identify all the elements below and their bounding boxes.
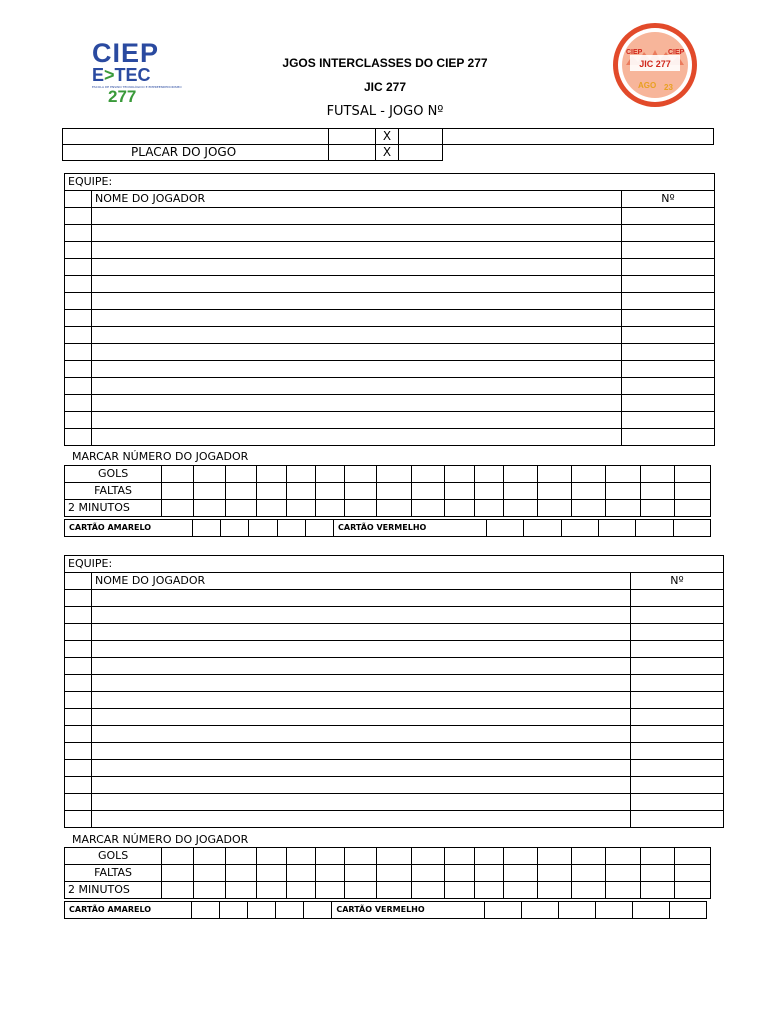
stats-number-cell[interactable]: [606, 500, 640, 517]
player-row: [65, 607, 724, 624]
ciep-etec-logo: [86, 38, 182, 106]
stats-number-cell[interactable]: [315, 882, 344, 899]
player-row: [65, 310, 715, 327]
player-name-cell[interactable]: [92, 378, 622, 395]
stats-number-cell[interactable]: [606, 466, 640, 483]
player-index-cell[interactable]: [65, 794, 92, 811]
score-vs: X: [376, 129, 399, 145]
player-number-cell[interactable]: [631, 777, 724, 794]
stats-number-cell[interactable]: [445, 500, 474, 517]
player-row: [65, 624, 724, 641]
red-card-label: CARTÃO VERMELHO: [332, 902, 484, 919]
stats-number-cell[interactable]: [225, 483, 256, 500]
stats-number-cell[interactable]: [225, 500, 256, 517]
stats-number-cell[interactable]: [640, 865, 674, 882]
player-name-cell[interactable]: [92, 293, 622, 310]
player-index-cell[interactable]: [65, 726, 92, 743]
player-name-cell[interactable]: [92, 310, 622, 327]
team-2-stats-table: [64, 847, 711, 899]
card-number-cell[interactable]: [192, 902, 220, 919]
player-row: [65, 259, 715, 276]
team-2-cards-table: [64, 901, 707, 919]
card-number-cell[interactable]: [595, 902, 632, 919]
stats-number-cell[interactable]: [445, 848, 474, 865]
stats-number-cell[interactable]: [225, 466, 256, 483]
stats-number-cell[interactable]: [286, 483, 315, 500]
placar-label: PLACAR DO JOGO: [63, 145, 329, 161]
player-row: [65, 743, 724, 760]
player-row: [65, 658, 724, 675]
stats-number-cell[interactable]: [162, 466, 193, 483]
stats-number-cell[interactable]: [257, 882, 286, 899]
player-number-cell[interactable]: [622, 293, 715, 310]
stats-number-cell[interactable]: [257, 865, 286, 882]
player-row: [65, 811, 724, 828]
stats-number-cell[interactable]: [503, 466, 537, 483]
player-row: [65, 327, 715, 344]
player-row: [65, 208, 715, 225]
stats-number-cell[interactable]: [377, 882, 411, 899]
stats-number-cell[interactable]: [193, 500, 225, 517]
cards-row: [65, 520, 711, 537]
score-blank-right[interactable]: [443, 129, 714, 145]
player-name-cell[interactable]: [92, 361, 622, 378]
stats-number-cell[interactable]: [162, 483, 193, 500]
player-name-cell[interactable]: [92, 429, 622, 446]
stats-number-cell[interactable]: [377, 500, 411, 517]
stats-row: [65, 882, 711, 899]
document-subtitle: JIC 277: [363, 80, 407, 94]
stats-number-cell[interactable]: [225, 882, 256, 899]
stats-number-cell[interactable]: [162, 865, 193, 882]
player-number-cell[interactable]: [622, 259, 715, 276]
logo-ciep-text: CIEP: [92, 38, 160, 68]
stats-number-cell[interactable]: [345, 500, 377, 517]
stats-number-cell[interactable]: [474, 500, 503, 517]
player-index-cell[interactable]: [65, 361, 92, 378]
stats-number-cell[interactable]: [675, 848, 711, 865]
stats-number-cell[interactable]: [538, 865, 571, 882]
stats-number-cell[interactable]: [286, 848, 315, 865]
stats-number-cell[interactable]: [411, 500, 444, 517]
player-row: [65, 395, 715, 412]
stats-number-cell[interactable]: [162, 848, 193, 865]
player-name-cell[interactable]: [92, 624, 631, 641]
stats-number-cell[interactable]: [474, 466, 503, 483]
player-name-cell[interactable]: [92, 709, 631, 726]
stats-number-cell[interactable]: [538, 882, 571, 899]
player-number-cell[interactable]: [631, 641, 724, 658]
team-1-marcar-label: MARCAR NÚMERO DO JOGADOR: [72, 450, 249, 463]
stats-number-cell[interactable]: [640, 848, 674, 865]
stats-number-cell[interactable]: [571, 466, 605, 483]
stats-number-cell[interactable]: [315, 483, 344, 500]
player-index-cell[interactable]: [65, 208, 92, 225]
stats-number-cell[interactable]: [571, 882, 605, 899]
player-name-cell[interactable]: [92, 242, 622, 259]
stats-number-cell[interactable]: [538, 500, 571, 517]
stats-row-label: FALTAS: [65, 483, 162, 500]
game-title: FUTSAL - JOGO Nº: [326, 104, 444, 119]
player-number-cell[interactable]: [631, 811, 724, 828]
seal-bottom-right-text: 23: [664, 83, 673, 92]
player-row: [65, 242, 715, 259]
stats-row: [65, 865, 711, 882]
stats-number-cell[interactable]: [286, 466, 315, 483]
player-row: [65, 429, 715, 446]
stats-number-cell[interactable]: [315, 848, 344, 865]
stats-number-cell[interactable]: [377, 466, 411, 483]
player-number-cell[interactable]: [631, 760, 724, 777]
seal-left-text: CIEP: [626, 49, 643, 56]
stats-number-cell[interactable]: [257, 500, 286, 517]
stats-number-cell[interactable]: [162, 882, 193, 899]
player-index-cell[interactable]: [65, 641, 92, 658]
card-number-cell[interactable]: [669, 902, 706, 919]
team-1-num-header: Nº: [622, 191, 715, 208]
player-index-cell[interactable]: [65, 590, 92, 607]
stats-number-cell[interactable]: [193, 848, 225, 865]
stats-number-cell[interactable]: [675, 865, 711, 882]
stats-number-cell[interactable]: [286, 500, 315, 517]
stats-number-cell[interactable]: [193, 882, 225, 899]
stats-number-cell[interactable]: [411, 848, 444, 865]
player-index-cell[interactable]: [65, 624, 92, 641]
team-2-marcar-label: MARCAR NÚMERO DO JOGADOR: [72, 833, 249, 846]
player-number-cell[interactable]: [631, 726, 724, 743]
red-card-label: CARTÃO VERMELHO: [334, 520, 487, 537]
player-number-cell[interactable]: [631, 692, 724, 709]
card-number-cell[interactable]: [305, 520, 333, 537]
player-number-cell[interactable]: [631, 743, 724, 760]
stats-number-cell[interactable]: [503, 848, 537, 865]
team-1-nome-header: NOME DO JOGADOR: [92, 191, 622, 208]
yellow-card-label: CARTÃO AMARELO: [65, 520, 193, 537]
stats-number-cell[interactable]: [503, 882, 537, 899]
stats-number-cell[interactable]: [257, 466, 286, 483]
player-index-cell[interactable]: [65, 429, 92, 446]
stats-number-cell[interactable]: [606, 848, 640, 865]
team-1-roster: [64, 173, 715, 446]
stats-number-cell[interactable]: [193, 865, 225, 882]
stats-row-label: 2 MINUTOS: [65, 500, 162, 517]
stats-number-cell[interactable]: [571, 848, 605, 865]
stats-number-cell[interactable]: [377, 865, 411, 882]
player-number-cell[interactable]: [622, 276, 715, 293]
team-2-roster: [64, 555, 724, 828]
logo-etec-text: E>TEC: [92, 65, 151, 85]
player-index-cell[interactable]: [65, 293, 92, 310]
card-number-cell[interactable]: [276, 902, 304, 919]
player-index-cell[interactable]: [65, 743, 92, 760]
stats-number-cell[interactable]: [606, 483, 640, 500]
stats-number-cell[interactable]: [411, 466, 444, 483]
stats-number-cell[interactable]: [162, 500, 193, 517]
logo-tagline: ESCOLA DE ENSINO TECNOLÓGICO E EMPREENDEDORISMO: [92, 85, 182, 89]
player-index-cell[interactable]: [65, 344, 92, 361]
card-number-cell[interactable]: [524, 520, 561, 537]
stats-number-cell[interactable]: [257, 848, 286, 865]
player-index-cell[interactable]: [65, 709, 92, 726]
player-index-cell[interactable]: [65, 310, 92, 327]
card-number-cell[interactable]: [220, 902, 248, 919]
stats-row: [65, 466, 711, 483]
player-number-cell[interactable]: [622, 395, 715, 412]
player-name-cell[interactable]: [92, 590, 631, 607]
stats-number-cell[interactable]: [315, 500, 344, 517]
player-name-cell[interactable]: [92, 811, 631, 828]
player-index-cell[interactable]: [65, 276, 92, 293]
player-name-cell[interactable]: [92, 794, 631, 811]
team-2-num-header: Nº: [631, 573, 724, 590]
player-index-cell[interactable]: [65, 607, 92, 624]
player-index-cell[interactable]: [65, 777, 92, 794]
stats-number-cell[interactable]: [193, 483, 225, 500]
player-index-cell[interactable]: [65, 395, 92, 412]
player-row: [65, 794, 724, 811]
stats-number-cell[interactable]: [538, 848, 571, 865]
player-index-cell[interactable]: [65, 259, 92, 276]
player-index-cell[interactable]: [65, 692, 92, 709]
player-name-cell[interactable]: [92, 208, 622, 225]
player-number-cell[interactable]: [622, 412, 715, 429]
player-name-cell[interactable]: [92, 692, 631, 709]
player-number-cell[interactable]: [631, 709, 724, 726]
stats-number-cell[interactable]: [503, 483, 537, 500]
player-name-cell[interactable]: [92, 641, 631, 658]
yellow-card-label: CARTÃO AMARELO: [65, 902, 192, 919]
score-blank-left[interactable]: [63, 129, 329, 145]
stats-number-cell[interactable]: [571, 865, 605, 882]
stats-number-cell[interactable]: [640, 483, 674, 500]
stats-number-cell[interactable]: [225, 848, 256, 865]
player-number-cell[interactable]: [622, 310, 715, 327]
stats-number-cell[interactable]: [538, 483, 571, 500]
jic-seal-logo: [612, 22, 698, 108]
player-row: [65, 344, 715, 361]
player-row: [65, 726, 724, 743]
player-index-cell[interactable]: [65, 811, 92, 828]
score-team-b-value[interactable]: [399, 145, 443, 161]
stats-number-cell[interactable]: [411, 882, 444, 899]
stats-number-cell[interactable]: [474, 865, 503, 882]
stats-number-cell[interactable]: [345, 882, 377, 899]
stats-number-cell[interactable]: [411, 865, 444, 882]
stats-number-cell[interactable]: [640, 500, 674, 517]
seal-bottom-left-text: AGO: [638, 81, 657, 90]
stats-number-cell[interactable]: [377, 483, 411, 500]
player-row: [65, 675, 724, 692]
team-2-equipe-label[interactable]: EQUIPE:: [65, 556, 724, 573]
stats-number-cell[interactable]: [606, 865, 640, 882]
player-index-cell[interactable]: [65, 658, 92, 675]
player-number-cell[interactable]: [622, 344, 715, 361]
player-row: [65, 692, 724, 709]
card-number-cell[interactable]: [561, 520, 598, 537]
card-number-cell[interactable]: [277, 520, 305, 537]
stats-number-cell[interactable]: [503, 865, 537, 882]
stats-row-label: GOLS: [65, 466, 162, 483]
stats-number-cell[interactable]: [345, 865, 377, 882]
player-number-cell[interactable]: [631, 675, 724, 692]
card-number-cell[interactable]: [248, 902, 276, 919]
stats-number-cell[interactable]: [377, 848, 411, 865]
stats-number-cell[interactable]: [445, 483, 474, 500]
stats-number-cell[interactable]: [286, 882, 315, 899]
stats-row: [65, 848, 711, 865]
stats-number-cell[interactable]: [345, 483, 377, 500]
player-number-cell[interactable]: [631, 624, 724, 641]
player-name-cell[interactable]: [92, 675, 631, 692]
player-name-cell[interactable]: [92, 726, 631, 743]
player-row: [65, 225, 715, 242]
stats-number-cell[interactable]: [606, 882, 640, 899]
stats-number-cell[interactable]: [315, 466, 344, 483]
stats-number-cell[interactable]: [503, 500, 537, 517]
player-index-cell[interactable]: [65, 675, 92, 692]
player-index-cell[interactable]: [65, 412, 92, 429]
player-name-cell[interactable]: [92, 259, 622, 276]
score-team-a[interactable]: [329, 129, 376, 145]
player-row: [65, 293, 715, 310]
player-index-cell[interactable]: [65, 378, 92, 395]
stats-row-label: FALTAS: [65, 865, 162, 882]
player-name-cell[interactable]: [92, 412, 622, 429]
stats-number-cell[interactable]: [538, 466, 571, 483]
document-title: JGOS INTERCLASSES DO CIEP 277: [282, 56, 488, 70]
stats-row-label: GOLS: [65, 848, 162, 865]
card-number-cell[interactable]: [249, 520, 277, 537]
team-2-nome-header: NOME DO JOGADOR: [92, 573, 631, 590]
card-number-cell[interactable]: [192, 520, 220, 537]
player-row: [65, 378, 715, 395]
seal-right-text: CIEP: [668, 49, 685, 56]
player-index-cell[interactable]: [65, 225, 92, 242]
player-number-cell[interactable]: [631, 658, 724, 675]
stats-number-cell[interactable]: [640, 466, 674, 483]
player-row: [65, 709, 724, 726]
card-number-cell[interactable]: [521, 902, 558, 919]
player-name-cell[interactable]: [92, 743, 631, 760]
stats-number-cell[interactable]: [411, 483, 444, 500]
team-1-stats-table: [64, 465, 711, 517]
card-number-cell[interactable]: [599, 520, 636, 537]
player-number-cell[interactable]: [631, 794, 724, 811]
score-vs-2: X: [376, 145, 399, 161]
player-number-cell[interactable]: [622, 361, 715, 378]
score-team-b[interactable]: [399, 129, 443, 145]
player-name-cell[interactable]: [92, 777, 631, 794]
player-name-cell[interactable]: [92, 395, 622, 412]
stats-number-cell[interactable]: [675, 882, 711, 899]
player-name-cell[interactable]: [92, 327, 622, 344]
player-name-cell[interactable]: [92, 607, 631, 624]
scoreboard-table: [62, 128, 714, 161]
player-number-cell[interactable]: [622, 242, 715, 259]
stats-number-cell[interactable]: [445, 865, 474, 882]
player-number-cell[interactable]: [631, 607, 724, 624]
card-number-cell[interactable]: [632, 902, 669, 919]
card-number-cell[interactable]: [487, 520, 524, 537]
player-number-cell[interactable]: [622, 208, 715, 225]
player-index-cell[interactable]: [65, 327, 92, 344]
player-name-cell[interactable]: [92, 225, 622, 242]
player-number-cell[interactable]: [622, 327, 715, 344]
stats-number-cell[interactable]: [675, 500, 711, 517]
stats-number-cell[interactable]: [257, 483, 286, 500]
stats-number-cell[interactable]: [286, 865, 315, 882]
card-number-cell[interactable]: [484, 902, 521, 919]
player-row: [65, 590, 724, 607]
stats-number-cell[interactable]: [640, 882, 674, 899]
stats-number-cell[interactable]: [225, 865, 256, 882]
player-row: [65, 777, 724, 794]
player-name-cell[interactable]: [92, 760, 631, 777]
stats-number-cell[interactable]: [345, 848, 377, 865]
score-team-a-value[interactable]: [329, 145, 376, 161]
player-row: [65, 641, 724, 658]
cards-row: [65, 902, 707, 919]
player-row: [65, 361, 715, 378]
player-row: [65, 760, 724, 777]
stats-number-cell[interactable]: [193, 466, 225, 483]
card-number-cell[interactable]: [304, 902, 332, 919]
stats-number-cell[interactable]: [571, 483, 605, 500]
team-1-cards-table: [64, 519, 711, 537]
stats-number-cell[interactable]: [445, 882, 474, 899]
player-name-cell[interactable]: [92, 344, 622, 361]
stats-row: [65, 483, 711, 500]
player-row: [65, 412, 715, 429]
player-name-cell[interactable]: [92, 658, 631, 675]
team-1-equipe-label[interactable]: EQUIPE:: [65, 174, 715, 191]
player-index-cell[interactable]: [65, 242, 92, 259]
card-number-cell[interactable]: [558, 902, 595, 919]
stats-number-cell[interactable]: [474, 848, 503, 865]
player-row: [65, 276, 715, 293]
logo-number: 277: [108, 87, 137, 106]
stats-number-cell[interactable]: [345, 466, 377, 483]
stats-number-cell[interactable]: [315, 865, 344, 882]
seal-center-text: JIC 277: [639, 59, 671, 69]
player-number-cell[interactable]: [622, 378, 715, 395]
stats-number-cell[interactable]: [675, 466, 711, 483]
player-number-cell[interactable]: [622, 225, 715, 242]
stats-number-cell[interactable]: [675, 483, 711, 500]
stats-number-cell[interactable]: [571, 500, 605, 517]
player-number-cell[interactable]: [622, 429, 715, 446]
card-number-cell[interactable]: [636, 520, 673, 537]
stats-row: [65, 500, 711, 517]
player-index-cell[interactable]: [65, 760, 92, 777]
player-name-cell[interactable]: [92, 276, 622, 293]
card-number-cell[interactable]: [673, 520, 710, 537]
stats-number-cell[interactable]: [474, 882, 503, 899]
stats-number-cell[interactable]: [474, 483, 503, 500]
card-number-cell[interactable]: [221, 520, 249, 537]
stats-number-cell[interactable]: [445, 466, 474, 483]
player-number-cell[interactable]: [631, 590, 724, 607]
stats-row-label: 2 MINUTOS: [65, 882, 162, 899]
